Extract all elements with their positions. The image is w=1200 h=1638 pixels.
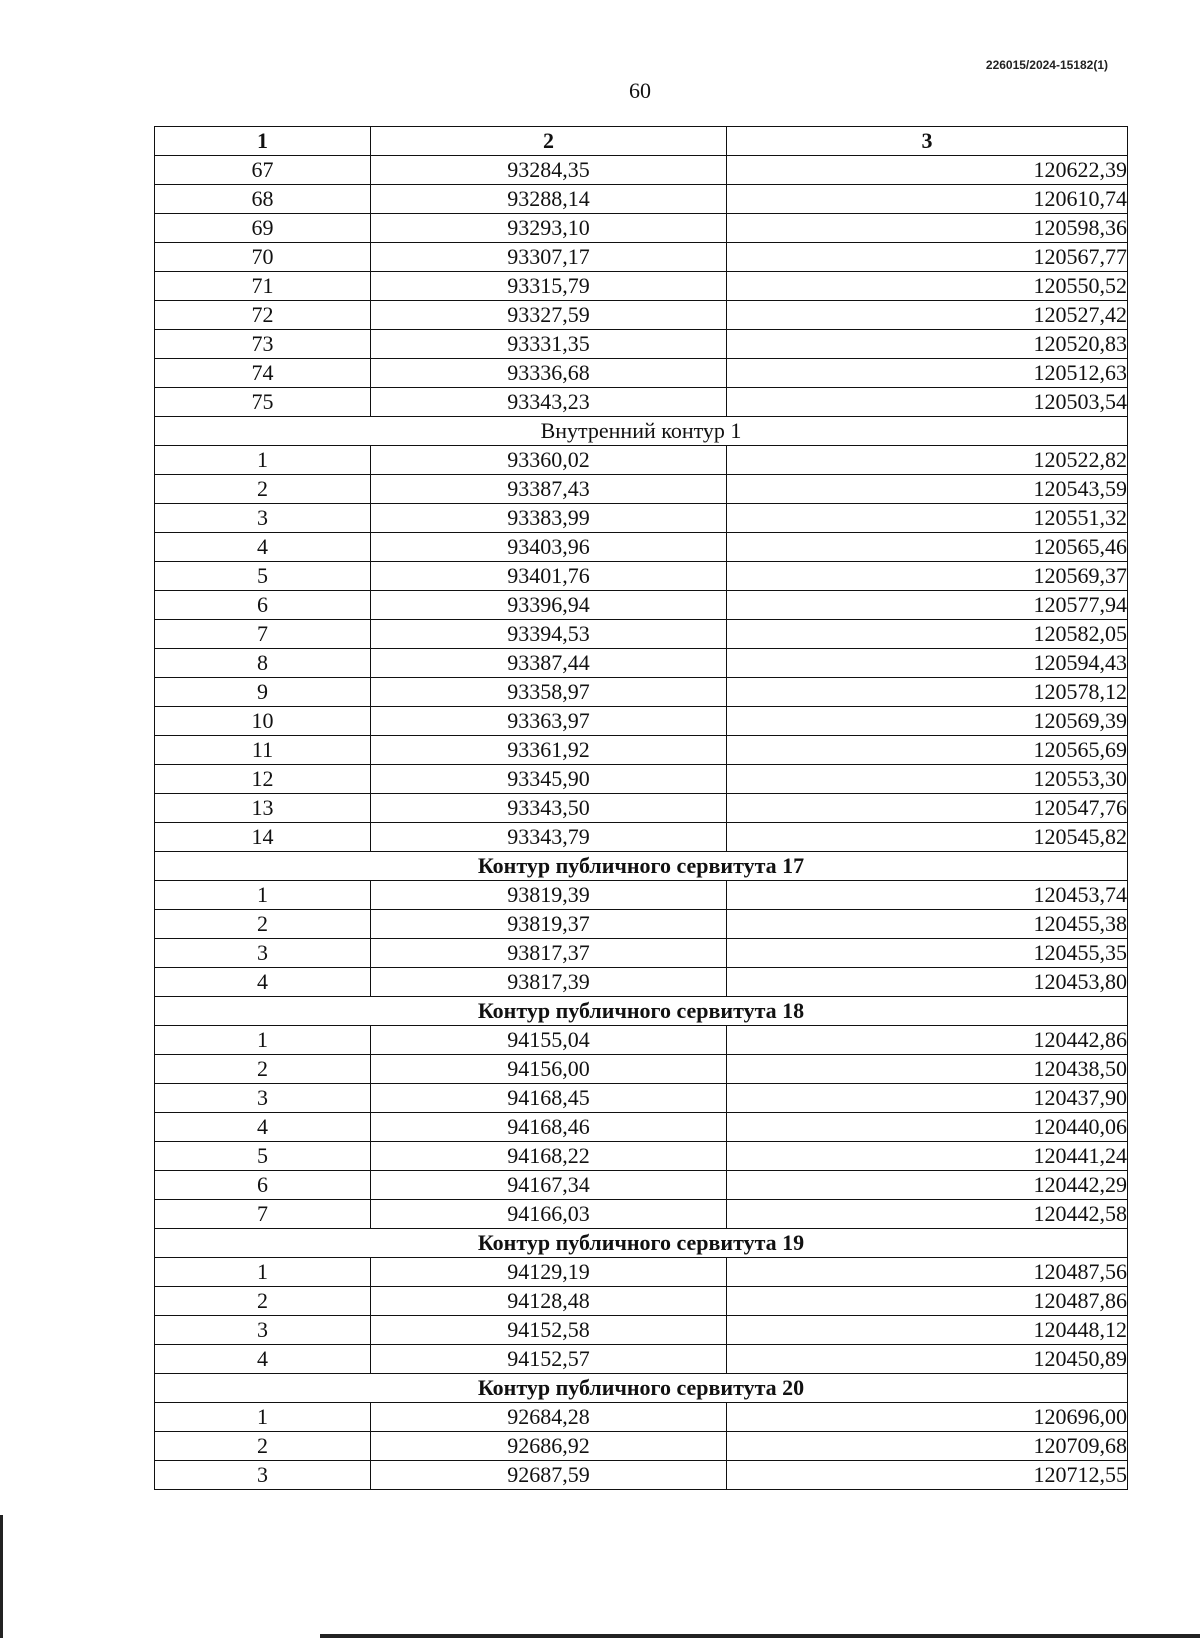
table-row [155,910,1128,939]
point-number-cell: 3 [155,1316,371,1345]
point-number-cell: 71 [155,272,371,301]
table-row [155,330,1128,359]
point-number-cell: 6 [155,591,371,620]
table-row [155,765,1128,794]
y-coordinate-cell: 120438,50 [727,1055,1128,1084]
y-coordinate-cell: 120577,94 [727,591,1128,620]
table-row [155,272,1128,301]
x-coordinate-cell: 93396,94 [371,591,727,620]
y-coordinate-cell: 120487,86 [727,1287,1128,1316]
y-coordinate-cell: 120550,52 [727,272,1128,301]
table-row [155,388,1128,417]
y-coordinate-cell: 120696,00 [727,1403,1128,1432]
table-row [155,1084,1128,1113]
x-coordinate-cell: 93403,96 [371,533,727,562]
section-row [155,1374,1128,1403]
point-number-cell: 12 [155,765,371,794]
x-coordinate-cell: 93819,39 [371,881,727,910]
y-coordinate-cell: 120437,90 [727,1084,1128,1113]
x-coordinate-cell: 93284,35 [371,156,727,185]
y-coordinate-cell: 120442,29 [727,1171,1128,1200]
y-coordinate-cell: 120503,54 [727,388,1128,417]
y-coordinate-cell: 120448,12 [727,1316,1128,1345]
x-coordinate-cell: 92687,59 [371,1461,727,1490]
x-coordinate-cell: 93401,76 [371,562,727,591]
y-coordinate-cell: 120712,55 [727,1461,1128,1490]
point-number-cell: 4 [155,1113,371,1142]
table-row [155,1345,1128,1374]
column-header: 3 [727,127,1128,156]
y-coordinate-cell: 120594,43 [727,649,1128,678]
y-coordinate-cell: 120442,86 [727,1026,1128,1055]
y-coordinate-cell: 120569,39 [727,707,1128,736]
y-coordinate-cell: 120569,37 [727,562,1128,591]
x-coordinate-cell: 94129,19 [371,1258,727,1287]
table-row [155,823,1128,852]
table-row [155,156,1128,185]
x-coordinate-cell: 93343,50 [371,794,727,823]
y-coordinate-cell: 120527,42 [727,301,1128,330]
table-row [155,1258,1128,1287]
y-coordinate-cell: 120578,12 [727,678,1128,707]
section-title: Контур публичного сервитута 17 [155,852,1128,881]
point-number-cell: 5 [155,562,371,591]
section-title: Контур публичного сервитута 19 [155,1229,1128,1258]
y-coordinate-cell: 120440,06 [727,1113,1128,1142]
x-coordinate-cell: 93358,97 [371,678,727,707]
section-row [155,852,1128,881]
point-number-cell: 68 [155,185,371,214]
point-number-cell: 3 [155,1461,371,1490]
table-row [155,736,1128,765]
point-number-cell: 6 [155,1171,371,1200]
point-number-cell: 4 [155,533,371,562]
table-row [155,1316,1128,1345]
point-number-cell: 14 [155,823,371,852]
x-coordinate-cell: 93307,17 [371,243,727,272]
point-number-cell: 1 [155,1026,371,1055]
point-number-cell: 13 [155,794,371,823]
point-number-cell: 73 [155,330,371,359]
point-number-cell: 1 [155,446,371,475]
scan-edge-bottom [320,1634,1200,1638]
x-coordinate-cell: 92686,92 [371,1432,727,1461]
x-coordinate-cell: 93817,37 [371,939,727,968]
point-number-cell: 7 [155,620,371,649]
x-coordinate-cell: 93363,97 [371,707,727,736]
y-coordinate-cell: 120455,35 [727,939,1128,968]
table-row [155,1055,1128,1084]
column-header: 2 [371,127,727,156]
section-title: Контур публичного сервитута 18 [155,997,1128,1026]
table-row [155,446,1128,475]
table-row [155,1113,1128,1142]
document-id: 226015/2024-15182(1) [985,58,1108,72]
x-coordinate-cell: 94156,00 [371,1055,727,1084]
x-coordinate-cell: 93293,10 [371,214,727,243]
point-number-cell: 69 [155,214,371,243]
section-row [155,1229,1128,1258]
x-coordinate-cell: 93360,02 [371,446,727,475]
table-row [155,678,1128,707]
table-row [155,1432,1128,1461]
table-row [155,707,1128,736]
x-coordinate-cell: 93394,53 [371,620,727,649]
point-number-cell: 67 [155,156,371,185]
table-row [155,475,1128,504]
y-coordinate-cell: 120622,39 [727,156,1128,185]
section-row [155,997,1128,1026]
table-row [155,214,1128,243]
point-number-cell: 1 [155,1403,371,1432]
point-number-cell: 3 [155,939,371,968]
column-header: 1 [155,127,371,156]
y-coordinate-cell: 120450,89 [727,1345,1128,1374]
point-number-cell: 2 [155,910,371,939]
page-number: 60 [629,78,651,103]
table-row [155,649,1128,678]
point-number-cell: 7 [155,1200,371,1229]
x-coordinate-cell: 93387,44 [371,649,727,678]
x-coordinate-cell: 94168,46 [371,1113,727,1142]
x-coordinate-cell: 92684,28 [371,1403,727,1432]
y-coordinate-cell: 120565,46 [727,533,1128,562]
y-coordinate-cell: 120522,82 [727,446,1128,475]
y-coordinate-cell: 120547,76 [727,794,1128,823]
y-coordinate-cell: 120455,38 [727,910,1128,939]
table-row [155,1287,1128,1316]
table-row [155,1403,1128,1432]
y-coordinate-cell: 120551,32 [727,504,1128,533]
section-title: Внутренний контур 1 [155,417,1128,446]
table-row [155,794,1128,823]
point-number-cell: 1 [155,1258,371,1287]
table-row [155,968,1128,997]
table-row [155,939,1128,968]
y-coordinate-cell: 120453,74 [727,881,1128,910]
x-coordinate-cell: 94166,03 [371,1200,727,1229]
y-coordinate-cell: 120567,77 [727,243,1128,272]
point-number-cell: 10 [155,707,371,736]
point-number-cell: 8 [155,649,371,678]
y-coordinate-cell: 120553,30 [727,765,1128,794]
table-row [155,1142,1128,1171]
x-coordinate-cell: 93387,43 [371,475,727,504]
point-number-cell: 70 [155,243,371,272]
x-coordinate-cell: 93315,79 [371,272,727,301]
x-coordinate-cell: 93327,59 [371,301,727,330]
x-coordinate-cell: 94128,48 [371,1287,727,1316]
point-number-cell: 11 [155,736,371,765]
x-coordinate-cell: 94167,34 [371,1171,727,1200]
x-coordinate-cell: 94168,22 [371,1142,727,1171]
y-coordinate-cell: 120709,68 [727,1432,1128,1461]
y-coordinate-cell: 120442,58 [727,1200,1128,1229]
y-coordinate-cell: 120512,63 [727,359,1128,388]
table-row [155,533,1128,562]
y-coordinate-cell: 120545,82 [727,823,1128,852]
table-row [155,1026,1128,1055]
y-coordinate-cell: 120520,83 [727,330,1128,359]
point-number-cell: 2 [155,1432,371,1461]
table-row [155,1200,1128,1229]
table-row [155,881,1128,910]
y-coordinate-cell: 120610,74 [727,185,1128,214]
coordinates-table [154,126,1128,1490]
y-coordinate-cell: 120453,80 [727,968,1128,997]
table-row [155,359,1128,388]
table-row [155,591,1128,620]
x-coordinate-cell: 93383,99 [371,504,727,533]
table-header-row [155,127,1128,156]
table-row [155,301,1128,330]
point-number-cell: 3 [155,504,371,533]
x-coordinate-cell: 94168,45 [371,1084,727,1113]
y-coordinate-cell: 120565,69 [727,736,1128,765]
y-coordinate-cell: 120487,56 [727,1258,1128,1287]
x-coordinate-cell: 93819,37 [371,910,727,939]
y-coordinate-cell: 120582,05 [727,620,1128,649]
section-title: Контур публичного сервитута 20 [155,1374,1128,1403]
point-number-cell: 9 [155,678,371,707]
y-coordinate-cell: 120441,24 [727,1142,1128,1171]
table-row [155,243,1128,272]
x-coordinate-cell: 93331,35 [371,330,727,359]
table-row [155,504,1128,533]
x-coordinate-cell: 94152,58 [371,1316,727,1345]
table-body [155,156,1128,1490]
point-number-cell: 3 [155,1084,371,1113]
point-number-cell: 2 [155,475,371,504]
table-row [155,185,1128,214]
point-number-cell: 1 [155,881,371,910]
table-row [155,1171,1128,1200]
point-number-cell: 75 [155,388,371,417]
section-row [155,417,1128,446]
x-coordinate-cell: 93343,23 [371,388,727,417]
x-coordinate-cell: 93817,39 [371,968,727,997]
x-coordinate-cell: 94152,57 [371,1345,727,1374]
table-row [155,1461,1128,1490]
x-coordinate-cell: 93345,90 [371,765,727,794]
table-row [155,620,1128,649]
point-number-cell: 2 [155,1055,371,1084]
point-number-cell: 4 [155,968,371,997]
point-number-cell: 4 [155,1345,371,1374]
table-row [155,562,1128,591]
y-coordinate-cell: 120543,59 [727,475,1128,504]
x-coordinate-cell: 93343,79 [371,823,727,852]
scan-edge-left [0,1515,3,1638]
x-coordinate-cell: 93336,68 [371,359,727,388]
x-coordinate-cell: 93361,92 [371,736,727,765]
x-coordinate-cell: 94155,04 [371,1026,727,1055]
point-number-cell: 74 [155,359,371,388]
point-number-cell: 2 [155,1287,371,1316]
point-number-cell: 5 [155,1142,371,1171]
x-coordinate-cell: 93288,14 [371,185,727,214]
point-number-cell: 72 [155,301,371,330]
y-coordinate-cell: 120598,36 [727,214,1128,243]
